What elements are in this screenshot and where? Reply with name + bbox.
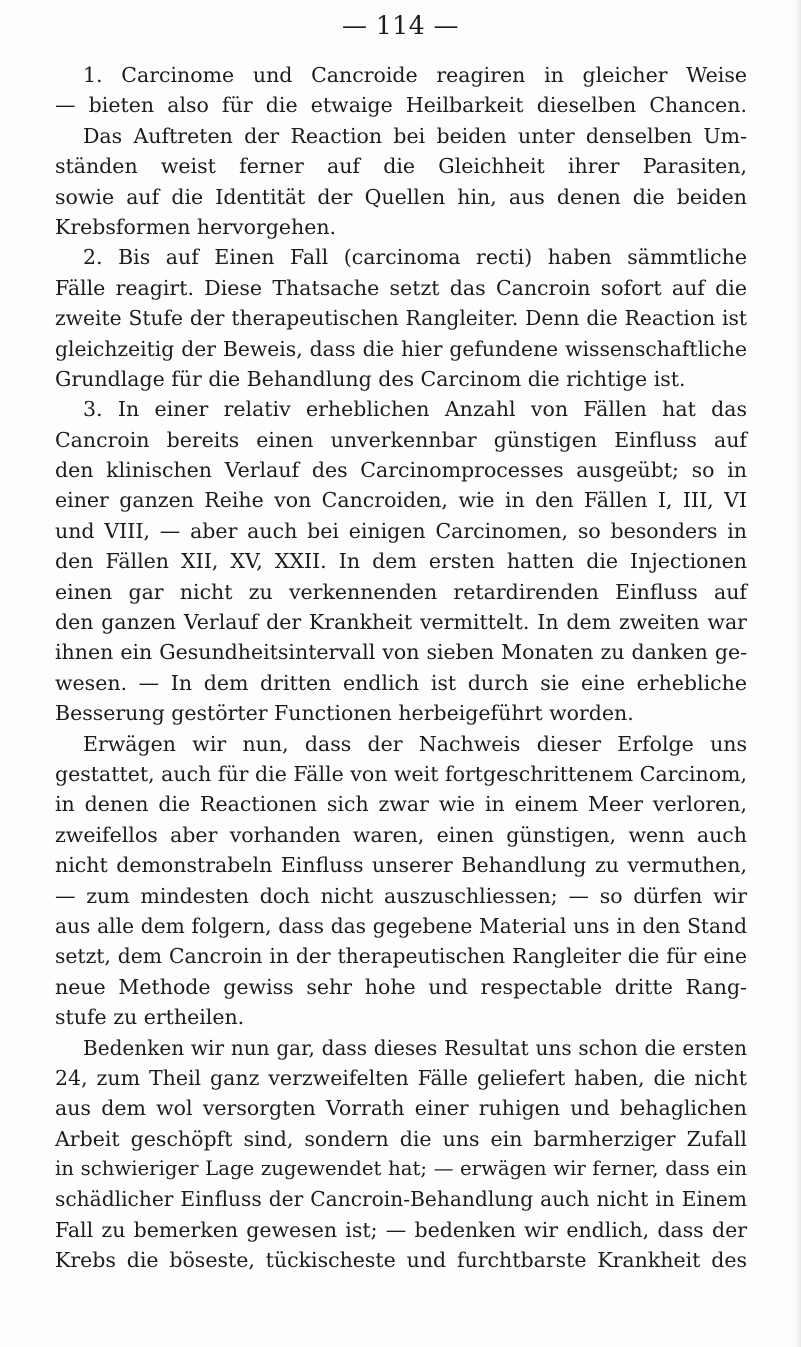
- text-line: — bieten also für die etwaige Heilbarkeit dieselben Chancen.: [55, 93, 747, 118]
- text-line: und VIII, — aber auch bei einigen Carcinomen, so besonders in: [55, 518, 747, 543]
- text-line: zweifellos aber vorhanden waren, einen günstigen, wenn auch: [55, 822, 747, 847]
- text-line: Grundlage für die Behandlung des Carcinom die richtige ist.: [55, 366, 686, 391]
- text-line: Bedenken wir nun gar, dass dieses Resultat uns schon die ersten: [83, 1035, 747, 1060]
- text-line: aus alle dem folgern, dass das gegebene Material uns in den Stand: [55, 913, 747, 938]
- text-line: 24, zum Theil ganz verzweifelten Fälle geliefert haben, die nicht: [55, 1065, 747, 1090]
- text-line: Fälle reagirt. Diese Thatsache setzt das Cancroin sofort auf die: [55, 275, 747, 300]
- text-line: stufe zu ertheilen.: [55, 1005, 245, 1030]
- text-line: Besserung gestörter Functionen herbeigeführt worden.: [55, 701, 634, 726]
- text-line: aus dem wol versorgten Vorrath einer ruhigen und behaglichen: [55, 1096, 747, 1121]
- text-line: Krebsformen hervorgehen.: [55, 214, 337, 239]
- body-text: [55, 60, 747, 1276]
- page-edge-shadow: [795, 0, 801, 1347]
- text-line: neue Methode gewiss sehr hohe und respectable dritte Rang-: [55, 974, 747, 999]
- text-line: nicht demonstrabeln Einfluss unserer Behandlung zu vermuthen,: [55, 853, 747, 878]
- text-line: 3. In einer relativ erheblichen Anzahl von Fällen hat das: [83, 397, 747, 422]
- text-line: in schwieriger Lage zugewendet hat; — erwägen wir ferner, dass ein: [55, 1157, 747, 1181]
- text-line: den Fällen XII, XV, XXII. In dem ersten hatten die Injectionen: [55, 549, 747, 574]
- text-line: ständen weist ferner auf die Gleichheit ihrer Parasiten,: [55, 154, 747, 179]
- text-line: gestattet, auch für die Fälle von weit fortgeschrittenem Carcinom,: [55, 761, 747, 786]
- text-line: in denen die Reactionen sich zwar wie in einem Meer verloren,: [55, 792, 747, 817]
- text-line: einen gar nicht zu verkennenden retardirenden Einfluss auf: [55, 579, 747, 604]
- page-number-header: — 114 —: [341, 11, 460, 40]
- text-line: Fall zu bemerken gewesen ist; — bedenken wir endlich, dass der: [55, 1217, 747, 1242]
- text-line: 2. Bis auf Einen Fall (carcinoma recti) haben sämmtliche: [83, 245, 747, 270]
- text-line: ihnen ein Gesundheitsintervall von sieben Monaten zu danken ge-: [55, 640, 747, 665]
- text-line: den ganzen Verlauf der Krankheit vermittelt. In dem zweiten war: [55, 610, 747, 635]
- text-line: Cancroin bereits einen unverkennbar günstigen Einfluss auf: [55, 427, 747, 452]
- text-line: sowie auf die Identität der Quellen hin, aus denen die beiden: [55, 184, 747, 209]
- text-line: Das Auftreten der Reaction bei beiden unter denselben Um-: [83, 123, 747, 148]
- text-line: 1. Carcinome und Cancroide reagiren in gleicher Weise: [83, 63, 747, 87]
- text-line: einer ganzen Reihe von Cancroiden, wie in den Fällen I, III, VI: [55, 488, 747, 513]
- text-line: gleichzeitig der Beweis, dass die hier gefundene wissenschaftliche: [55, 336, 747, 361]
- text-line: schädlicher Einfluss der Cancroin-Behandlung auch nicht in Einem: [55, 1187, 747, 1212]
- text-line: setzt, dem Cancroin in der therapeutischen Rangleiter die für eine: [55, 944, 747, 969]
- text-line: den klinischen Verlauf des Carcinomprocesses ausgeübt; so in: [55, 458, 747, 483]
- text-line: Krebs die böseste, tückischeste und furchtbarste Krankheit des: [55, 1248, 747, 1273]
- text-line: wesen. — In dem dritten endlich ist durch sie eine erhebliche: [55, 670, 747, 695]
- text-line: Arbeit geschöpft sind, sondern die uns ein barmherziger Zufall: [55, 1126, 747, 1151]
- text-line: Erwägen wir nun, dass der Nachweis dieser Erfolge uns: [83, 731, 747, 756]
- text-line: — zum mindesten doch nicht auszuschliessen; — so dürfen wir: [55, 883, 747, 908]
- text-line: zweite Stufe der therapeutischen Rangleiter. Denn die Reaction ist: [55, 306, 747, 331]
